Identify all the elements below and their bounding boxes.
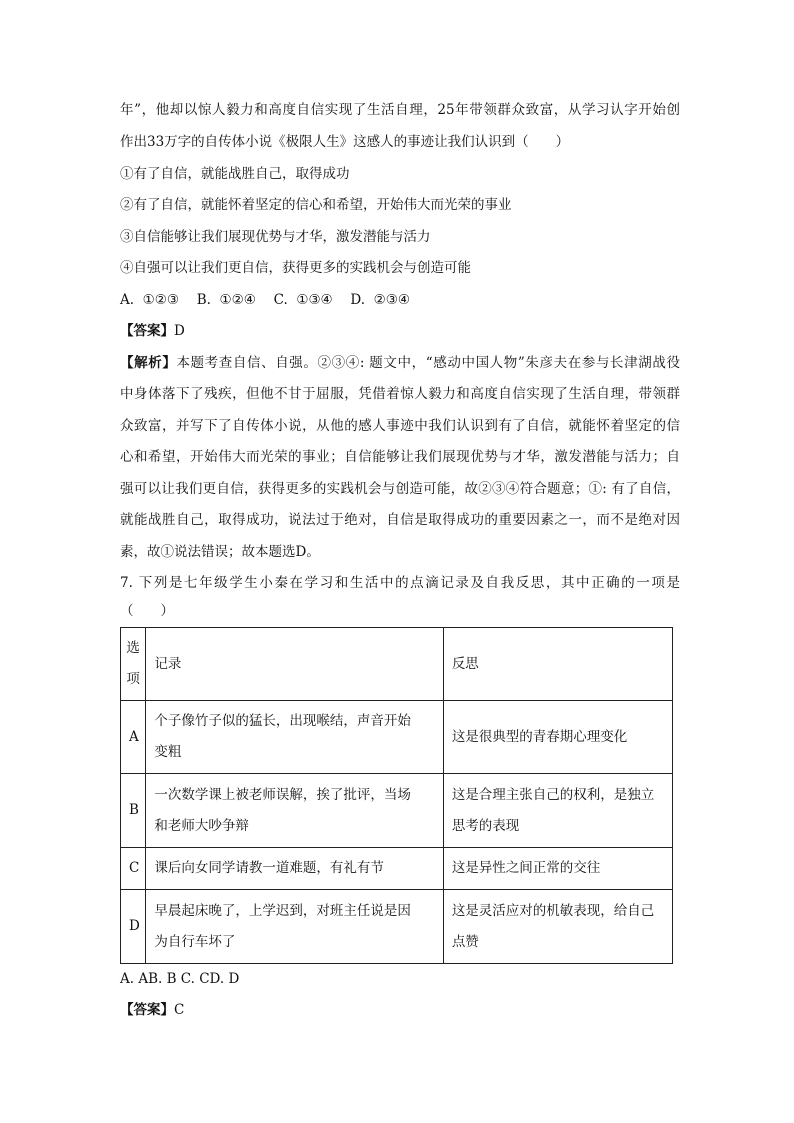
q6-text-line-2: 作出33万字的自传体小说《极限人生》这感人的事迹让我们认识到（ ） (120, 134, 570, 150)
row-record (146, 890, 443, 964)
table-row (121, 701, 673, 774)
answer-label: 【答案】 (120, 1002, 174, 1018)
q6-analysis-line-4: 心和希望，开始伟大而光荣的事业；自信能够让我们展现优势与才华，激发潜能与活力；自 (120, 449, 680, 465)
q6-analysis-line-7: 素，故①说法错误；故本题选D。 (120, 544, 320, 560)
table-header-row (121, 628, 673, 701)
record-line: 变粗 (154, 744, 182, 760)
row-option: C (121, 848, 146, 890)
header-option-text: 选项 (126, 640, 140, 687)
record-line: 一次数学课上被老师误解，挨了批评，当场 (154, 786, 411, 803)
row-option: D (121, 890, 146, 964)
row-reflection (443, 890, 672, 964)
q6-choices: A. ①②③ B. ①②④ C. ①③④ D. ②③④ (120, 292, 410, 308)
table-row (121, 848, 673, 890)
reflection-line: 思考的表现 (451, 817, 520, 834)
q6-option-3: ③自信能够让我们展现优势与才华，激发潜能与活力 (120, 229, 431, 245)
header-reflection: 反思 (443, 628, 672, 701)
q6-analysis-line-2: 中身体落下了残疾，但他不甘于屈服，凭借着惊人毅力和高度自信实现了生活自理，带领群 (120, 386, 680, 402)
reflection-line: 这是合理主张自己的权利，是独立 (451, 786, 655, 803)
q6-option-1: ①有了自信，就能战胜自己，取得成功 (120, 166, 350, 182)
record-line: 和老师大吵争辩 (154, 817, 249, 834)
record-line: 个子像竹子似的猛长，出现喉结，声音开始 (154, 713, 411, 729)
row-option: A (121, 701, 146, 774)
row-record (146, 774, 443, 848)
q7-stem-line-2: （ ） (120, 603, 174, 619)
q6-option-4: ④自强可以让我们更自信，获得更多的实践机会与创造可能 (120, 260, 471, 276)
row-record (146, 701, 443, 774)
q6-analysis-line-1 (120, 353, 680, 373)
q6-option-2: ②有了自信，就能怀着坚定的信心和希望，开始伟大而光荣的事业 (120, 197, 512, 213)
header-record: 记录 (146, 628, 443, 701)
answer-label: 【答案】 (120, 323, 174, 339)
record-line: 早晨起床晚了，上学迟到，对班主任说是因 (154, 902, 411, 919)
q6-analysis-line-5: 强可以让我们更自信，获得更多的实践机会与创造可能，故②③④符合题意；①: 有了自信， (120, 481, 680, 497)
table-row (121, 890, 673, 964)
q6-text-line-1: 年”，他却以惊人毅力和高度自信实现了生活自理，25年带领群众致富，从学习认字开始创 (120, 102, 680, 118)
record-line: 课后向女同学请教一道难题，有礼有节 (154, 860, 384, 876)
q6-analysis-line-3: 众致富，并写下了自传体小说，从他的感人事迹中我们认识到有了自信，就能怀着坚定的信 (120, 418, 680, 434)
answer-value: D (174, 323, 185, 339)
q7-answer (120, 1000, 680, 1020)
reflection-line: 这是灵活应对的机敏表现，给自己 (451, 902, 655, 919)
reflection-line: 这是异性之间正常的交往 (451, 860, 601, 876)
q7-stem-line-1: 7. 下列是七年级学生小秦在学习和生活中的点滴记录及自我反思，其中正确的一项是 (120, 575, 680, 591)
row-reflection (443, 701, 672, 774)
q6-analysis-line-6: 就能战胜自己，取得成功，说法过于绝对，自信是取得成功的重要因素之一，而不是绝对因 (120, 512, 680, 528)
row-reflection (443, 848, 672, 890)
reflection-line: 这是很典型的青春期心理变化 (451, 728, 628, 745)
row-option: B (121, 774, 146, 848)
q7-table (120, 627, 673, 964)
analysis-text: 本题考查自信、自强。②③④: 题文中，“感动中国人物”朱彦夫在参与长津湖战役 (176, 355, 680, 371)
q7-choices: A. AB. B C. CD. D (120, 971, 240, 987)
analysis-label: 【解析】 (120, 355, 177, 371)
row-reflection (443, 774, 672, 848)
q6-answer (120, 321, 680, 341)
answer-value: C (174, 1002, 185, 1018)
reflection-line: 点赞 (451, 933, 479, 950)
record-line: 为自行车坏了 (154, 933, 236, 950)
table-row (121, 774, 673, 848)
header-option (121, 628, 146, 701)
row-record (146, 848, 443, 890)
